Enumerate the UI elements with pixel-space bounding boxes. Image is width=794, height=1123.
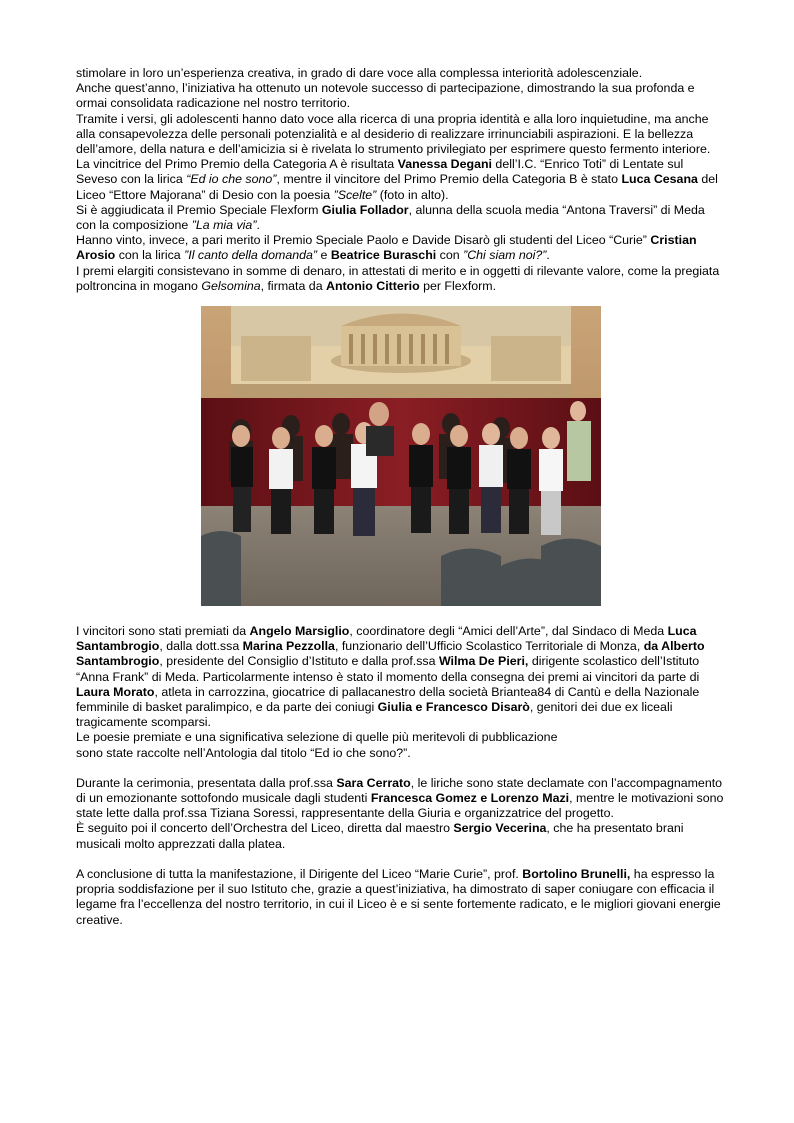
text-run: , dalla dott.ssa [159,639,243,654]
paragraph [76,157,726,203]
bold-name: Angelo Marsiglio [249,624,350,639]
text-run: Si è aggiudicata il Premio Speciale Flexform [76,202,322,217]
paragraph [76,203,726,233]
bold-name: Marina Pezzolla [242,639,335,654]
text-run: I premi elargiti consistevano in somme di denaro, in attestati di merito e in oggetti di rilevante valore, come la pregiata poltroncina in mogano [76,263,720,293]
document-page [76,66,726,928]
paragraph [76,81,726,111]
bold-name: Luca Santambrogio [76,624,697,654]
text-run: ha espresso la propria soddisfazione per il suo Istituto che, grazie a quest’iniziativa, ha dimostrato di saper coniugare con efficacia il legame fra l’eccellenza del nostro territorio, in cui il Liceo è e si sente fortemente radicato, e le migliori giovani energie creative. [76,866,721,927]
text-run: e [317,248,331,263]
italic-title: ”Chi siam noi?” [463,248,547,263]
paragraph [76,776,726,822]
photo-container [201,306,601,606]
text-run: Tramite i versi, gli adolescenti hanno dato voce alla ricerca di una propria identità e alla loro inquietudine, ma anche alla consapevolezza delle personali potenzialità e al desiderio di realizzare irrinunciabili aspirazioni. E la bellezza dell’amore, della natura e dell’amicizia si è rivelata lo strumento privilegiato per esprimere questo fermento interiore. [76,111,711,157]
bold-name: Giulia Follador [321,202,409,217]
text-run: , funzionario dell’Ufficio Scolastico Territoriale di Monza, [334,639,644,654]
paragraph [76,730,726,745]
text-run: , mentre il vincitore del Primo Premio della Categoria B è stato [276,172,622,187]
paragraph-gap [76,761,726,776]
paragraph-gap [76,852,726,867]
text-run: dell’I.C. “Enrico Toti” di Lentate sul Seveso con la lirica [76,157,684,187]
paragraph [76,821,726,851]
bold-name: Giulia e Francesco Disarò [377,700,530,715]
text-run: , le liriche sono state declamate con l’accompagnamento di un emozionante sottofondo musicale dagli studenti [76,775,723,806]
text-run: A conclusione di tutta la manifestazione, il Dirigente del Liceo “Marie Curie”, prof. [76,866,523,881]
paragraph [76,112,726,158]
bold-name: Beatrice Buraschi [330,248,437,263]
text-run: La vincitrice del Primo Premio della Categoria A è risultata [76,157,398,172]
paragraph [76,66,726,81]
italic-title: Gelsomina [201,278,261,293]
paragraph [76,624,726,730]
bold-name: Sergio Vecerina [453,821,547,836]
text-run: , che ha presentato brani musicali molto apprezzati dalla platea. [76,821,684,851]
bold-name: Laura Morato [76,684,155,699]
bold-name: Luca Cesana [621,172,698,187]
bold-name: Antonio Citterio [326,278,420,293]
text-run: È seguito poi il concerto dell’Orchestra del Liceo, diretta dal maestro [76,821,454,836]
text-run: Hanno vinto, invece, a pari merito il Premio Speciale Paolo e Davide Disarò gli studenti del Liceo “Curie” [76,233,651,248]
text-run: Anche quest’anno, l’iniziativa ha ottenuto un notevole successo di partecipazione, dimostrando la sua profonda e ormai consolidata radicazione nel nostro territorio. [76,81,695,111]
text-run: , firmata da [260,278,327,293]
text-run: , atleta in carrozzina, giocatrice di pallacanestro della società Briantea84 di Cantù e della Nazionale femminile di basket paralimpico, e da parte dei coniugi [76,684,700,715]
bold-name: Francesca Gomez e Lorenzo Mazi [370,791,570,806]
italic-title: ”La mia via” [191,218,257,233]
bold-name: Bortolino Brunelli, [522,866,631,881]
bold-name: Cristian Arosio [76,233,697,263]
paragraph [76,867,726,928]
paragraph [76,746,726,761]
text-run: . [546,248,550,263]
paragraph [76,233,726,263]
text-run: con la lirica [115,248,185,263]
article-text-top [76,66,726,294]
bold-name: da Alberto Santambrogio [76,639,705,669]
text-run: . [256,218,260,233]
text-run: con [436,248,464,263]
text-run: , genitori dei due ex liceali tragicamente scomparsi. [76,700,673,730]
text-run: , coordinatore degli “Amici dell’Arte”, dal Sindaco di Meda [349,624,668,639]
text-run: Le poesie premiate e una significativa selezione di quelle più meritevoli di pubblicazione [76,730,558,745]
text-run: dirigente scolastico dell’Istituto “Anna Frank” di Meda. Particolarmente intenso è stato il momento della consegna dei premi ai vincitori da parte di [76,654,700,684]
text-run: , presidente del Consiglio d’Istituto e dalla prof.ssa [159,654,439,669]
text-run: del Liceo “Ettore Majorana” di Desio con la poesia [76,172,718,202]
italic-title: ”Scelte” [333,187,377,202]
italic-title: ”Il canto della domanda” [184,248,318,263]
bold-name: Wilma De Pieri, [438,654,529,669]
text-run: sono state raccolte nell’Antologia dal titolo “Ed io che sono?”. [76,745,411,760]
bold-name: Vanessa Degani [397,157,492,172]
paragraph [76,264,726,294]
text-run: per Flexform. [419,278,497,293]
text-run: , alunna della scuola media “Antona Traversi” di Meda con la composizione [76,202,705,233]
text-run: stimolare in loro un’esperienza creativa, in grado di dare voce alla complessa interiorità adolescenziale. [76,66,643,80]
italic-title: “Ed io che sono” [186,172,277,187]
text-run: (foto in alto). [376,187,449,202]
text-run: I vincitori sono stati premiati da [76,624,250,639]
text-run: Durante la cerimonia, presentata dalla prof.ssa [76,775,337,790]
text-run: , mentre le motivazioni sono state lette dalla prof.ssa Tiziana Soressi, rappresentante della Giuria e organizzatrice del progetto. [76,791,724,821]
bold-name: Sara Cerrato [336,775,411,790]
award-ceremony-photo [201,306,601,606]
article-text-bottom [76,624,726,928]
